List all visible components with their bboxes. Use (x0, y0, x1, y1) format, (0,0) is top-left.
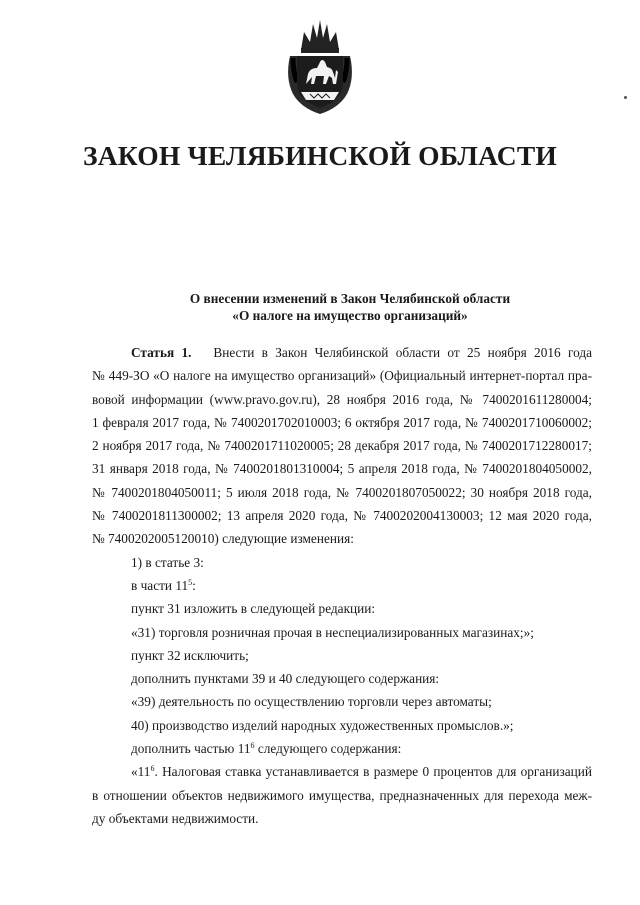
add-points-instruction: дополнить пунктами 39 и 40 следующего содержания: (131, 671, 440, 687)
rate-text-line-2: в отношении объектов недвижимого имущества, предназначенных для перехода меж- (92, 787, 592, 803)
text-line: 1 февраля 2017 года, № 7400201702010003; 6 октября 2017 года, № 7400201710060002; (92, 414, 592, 430)
point-40-text: 40) производство изделий народных художественных промыслов.»; (131, 717, 514, 733)
text-line: 2 ноября 2017 года, № 7400201711020005; 28 декабря 2017 года, № 7400201712280017; (92, 438, 592, 454)
add-part-11-6-instruction (92, 737, 592, 760)
point-31-instruction: пункт 31 изложить в следующей редакции: (131, 601, 376, 617)
part-superscript: 5 (188, 577, 193, 587)
law-title: ЗАКОН ЧЕЛЯБИНСКОЙ ОБЛАСТИ (83, 140, 557, 171)
subject-line-2: «О налоге на имущество организаций» (232, 308, 468, 323)
law-subject (0, 290, 640, 324)
part-suffix: : (192, 577, 196, 593)
add-part-prefix: дополнить частью 11 (131, 741, 251, 757)
point-31-text: «31) торговля розничная прочая в неспециализированных магазинах;»; (131, 624, 534, 640)
article-1-first-line (92, 341, 592, 364)
rate-text-line-1 (92, 760, 592, 783)
text-line: № 7400201804050011; 5 июля 2018 года, № 7400201807050022; 30 ноября 2018 года, (92, 484, 592, 500)
rate-open: «11 (131, 764, 151, 780)
rate-text: . Налоговая ставка устанавливается в размере 0 процентов для организаций (154, 764, 592, 780)
text-line: № 449-ЗО «О налоге на имущество организаций» (Официальный интернет-портал пра- (92, 368, 592, 384)
text-line: 31 января 2018 года, № 7400201801310004; 5 апреля 2018 года, № 7400201804050002, (92, 461, 592, 477)
article-label: Статья 1. (131, 345, 192, 360)
subject-line-1: О внесении изменений в Закон Челябинской области (189, 291, 511, 306)
add-part-suffix: следующего содержания: (254, 741, 402, 757)
point-32-instruction: пункт 32 исключить; (131, 647, 249, 663)
chelyabinsk-coat-of-arms-emblem (284, 12, 356, 116)
rate-text-line-3: ду объектами недвижимости. (92, 810, 259, 826)
page-dot-mark (624, 96, 627, 99)
part-prefix: в части 11 (131, 577, 189, 593)
text-line: вовой информации (www.pravo.gov.ru), 28 ноября 2016 года, № 7400201611280004; (92, 391, 592, 407)
point-39-text: «39) деятельность по осуществлению торговли через автоматы; (131, 694, 492, 710)
text-line: Внести в Закон Челябинской области от 25 ноября 2016 года (213, 345, 592, 360)
text-line: № 7400202005120010) следующие изменения: (92, 531, 354, 547)
text-line: № 7400201811300002; 13 апреля 2020 года, № 7400202004130003; 12 мая 2020 года, (92, 508, 592, 524)
part-11-5-line (92, 574, 592, 597)
add-part-superscript: 6 (250, 741, 255, 751)
article-1-body (92, 341, 592, 830)
rate-superscript: 6 (150, 764, 155, 774)
item-1-line: 1) в статье 3: (131, 554, 204, 570)
